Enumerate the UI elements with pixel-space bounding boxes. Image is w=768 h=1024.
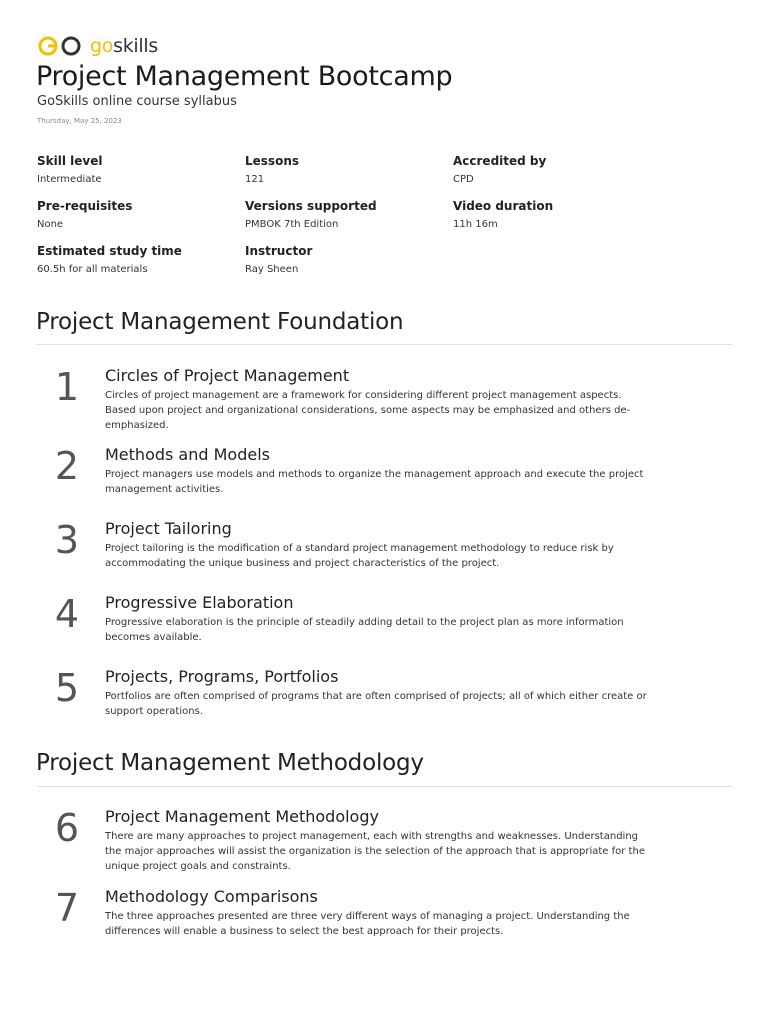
page-subtitle: GoSkills online course syllabus — [37, 94, 237, 109]
lesson-description: The three approaches presented are three very different ways of managing a project. Understanding the differences will enable a business to select the best approach for their projects. — [105, 911, 630, 937]
lesson-title: Methods and Models — [105, 445, 270, 464]
logo-wordmark: goskills — [90, 34, 158, 57]
lesson-description: Project managers use models and methods to organize the management approach and execute the project management activities. — [105, 469, 644, 495]
meta-label: Versions supported — [245, 199, 377, 213]
meta-label: Estimated study time — [37, 244, 182, 258]
meta-value: 60.5h for all materials — [37, 264, 148, 275]
lesson-number: 7 — [54, 886, 80, 930]
meta-label: Instructor — [245, 244, 313, 258]
lesson-title: Project Tailoring — [105, 519, 232, 538]
section-title-foundation: Project Management Foundation — [36, 309, 404, 335]
section-title-methodology: Project Management Methodology — [36, 750, 424, 776]
meta-label: Lessons — [245, 154, 299, 168]
meta-instructor — [245, 243, 445, 277]
lesson-description: Project tailoring is the modification of a standard project management methodology to reduce risk by accommodating the unique business and project characteristics of the project. — [105, 543, 614, 569]
page-title: Project Management Bootcamp — [36, 61, 453, 92]
lesson-title: Methodology Comparisons — [105, 887, 318, 906]
lesson-number: 5 — [54, 666, 80, 710]
meta-value: CPD — [453, 174, 474, 185]
lesson-title: Project Management Methodology — [105, 807, 379, 826]
lesson-number: 4 — [54, 592, 80, 636]
meta-value: 121 — [245, 174, 265, 185]
section-divider — [37, 786, 732, 787]
goskills-logo-icon — [37, 35, 83, 57]
meta-accredited-by — [453, 153, 653, 187]
lesson-title: Projects, Programs, Portfolios — [105, 667, 339, 686]
meta-label: Accredited by — [453, 154, 547, 168]
lesson-description: Portfolios are often comprised of programs that are often comprised of projects; all of which either create or support operations. — [105, 691, 647, 717]
lesson-number: 1 — [54, 365, 80, 409]
meta-label: Pre-requisites — [37, 199, 133, 213]
lesson-title: Progressive Elaboration — [105, 593, 294, 612]
meta-value: Ray Sheen — [245, 264, 299, 275]
lesson-number: 6 — [54, 806, 80, 850]
section-divider — [37, 344, 732, 345]
meta-value: None — [37, 219, 64, 230]
lesson-description: There are many approaches to project management, each with strengths and weaknesses. Understanding the major approaches will assist the organization is the selection of the approach that is appropriate for the unique project goals and constraints. — [105, 831, 645, 872]
meta-skill-level — [37, 153, 237, 187]
meta-value: 11h 16m — [453, 219, 498, 230]
lesson-number: 3 — [54, 518, 80, 562]
meta-versions-supported — [245, 198, 445, 232]
meta-label: Video duration — [453, 199, 554, 213]
meta-value: Intermediate — [37, 174, 102, 185]
goskills-logo — [37, 34, 158, 58]
meta-prerequisites — [37, 198, 237, 232]
lesson-number: 2 — [54, 444, 80, 488]
lesson-title: Circles of Project Management — [105, 366, 350, 385]
meta-estimated-study-time — [37, 243, 237, 277]
lesson-description: Circles of project management are a framework for considering different project management aspects. Based upon project and organizational considerations, some aspects may be emphasized and others de-emphasized. — [105, 390, 631, 431]
meta-video-duration — [453, 198, 653, 232]
meta-value: PMBOK 7th Edition — [245, 219, 339, 230]
lesson-description: Progressive elaboration is the principle of steadily adding detail to the project plan as more information becomes available. — [105, 617, 624, 643]
meta-label: Skill level — [37, 154, 103, 168]
meta-lessons — [245, 153, 445, 187]
page-date: Thursday, May 25, 2023 — [37, 117, 122, 125]
